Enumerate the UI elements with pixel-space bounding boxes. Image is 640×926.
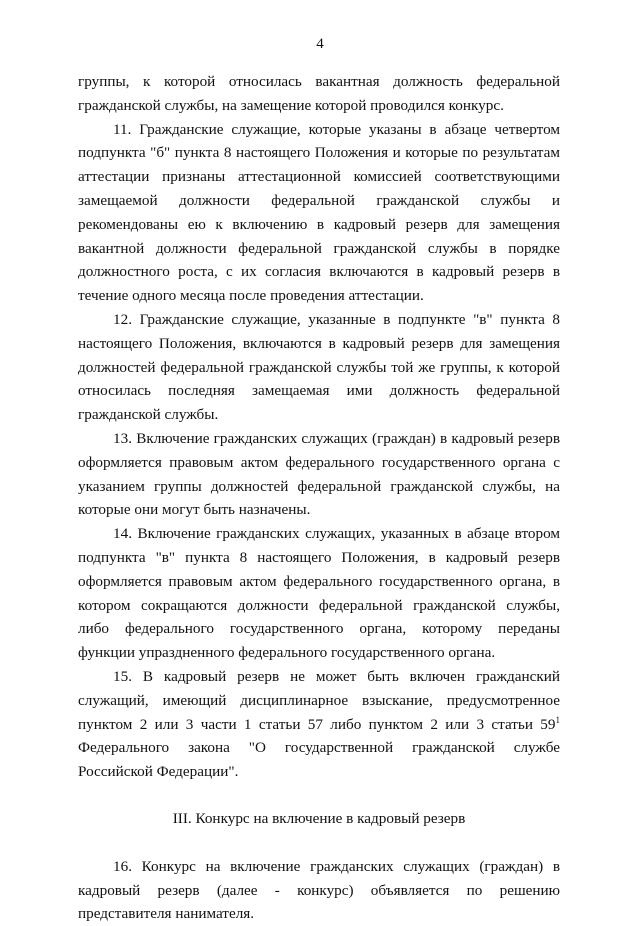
paragraph-14: 14. Включение гражданских служащих, указанных в абзаце втором подпункта "в" пункта 8 настоящего Положения, в кадровый резерв оформляется правовым актом федерального государственного органа, в котором сокращаются должности федеральной гражданской службы, либо федерального государственного органа, которому переданы функции упраздненного федерального государственного органа. bbox=[78, 525, 560, 662]
paragraph-16: 16. Конкурс на включение гражданских служащих (граждан) в кадровый резерв (далее - конкурс) объявляется по решению представителя нанимателя. bbox=[78, 857, 560, 923]
paragraph-11: 11. Гражданские служащие, которые указаны в абзаце четвертом подпункта "б" пункта 8 настоящего Положения и которые по результатам аттестации признаны аттестационной комиссией соответствующими замещаемой должности федеральной гражданской службы и рекомендованы ею к включению в кадровый резерв для замещения вакантной должности федеральной гражданской службы в порядке должностного роста, с их согласия включаются в кадровый резерв в течение одного месяца после проведения аттестации. bbox=[78, 120, 560, 305]
document-body bbox=[78, 70, 560, 926]
footnote-superscript: 1 bbox=[555, 714, 560, 725]
paragraph-continuation: группы, к которой относилась вакантная должность федеральной гражданской службы, на замещение которой проводился конкурс. bbox=[78, 73, 560, 114]
section-heading: III. Конкурс на включение в кадровый резерв bbox=[172, 809, 466, 827]
paragraph-15-text-end: Федерального закона "О государственной гражданской службе Российской Федерации". bbox=[78, 739, 560, 781]
paragraph-13: 13. Включение гражданских служащих (граждан) в кадровый резерв оформляется правовым актом федерального государственного органа с указанием группы должностей федеральной гражданской службы, на которые они могут быть назначены. bbox=[78, 429, 560, 519]
paragraph-12: 12. Гражданские служащие, указанные в подпункте "в" пункта 8 настоящего Положения, включаются в кадровый резерв для замещения должностей федеральной гражданской службы той же группы, к которой относилась последняя замещаемая ими должность федеральной гражданской службы. bbox=[78, 310, 560, 424]
page-number: 4 bbox=[316, 36, 324, 52]
paragraph-15 bbox=[78, 665, 560, 784]
paragraph-15-text-start: 15. В кадровый резерв не может быть включен гражданский служащий, имеющий дисциплинарное взыскание, предусмотренное пунктом 2 или 3 части 1 статьи 57 либо пунктом 2 или 3 статьи 59 bbox=[78, 667, 560, 733]
